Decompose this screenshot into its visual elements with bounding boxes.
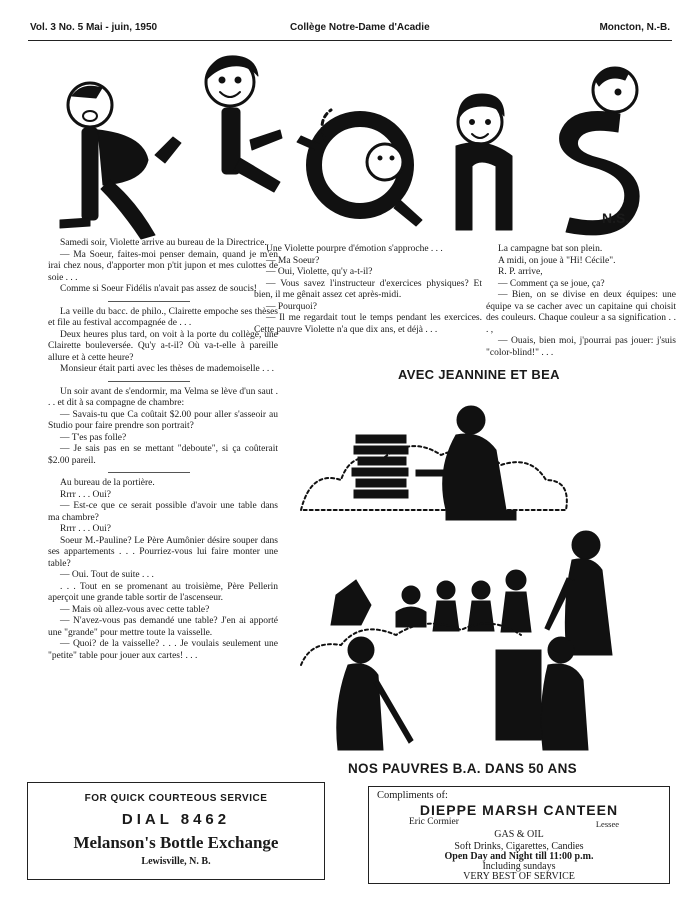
ad-address: Lewisville, N. B. bbox=[141, 856, 211, 867]
cartoon-caption-top: AVEC JEANNINE ET BEA bbox=[398, 367, 560, 382]
paragraph: — Bien, on se divise en deux équipes: une équipe va se cacher avec un capitaine qui choisit des couleurs. Chaque couleur a sa signification . . . , bbox=[486, 290, 676, 335]
paragraph: Rrrr . . . Oui? bbox=[60, 524, 111, 534]
header-rule bbox=[28, 40, 672, 41]
paragraph: — T'es pas folle? bbox=[60, 432, 127, 443]
paragraph: Samedi soir, Violette arrive au bureau de la Directrice. bbox=[60, 238, 267, 248]
article-column-3 bbox=[486, 244, 676, 359]
ad-intro: Compliments of: bbox=[377, 790, 448, 801]
paragraph: . . . Tout en se promenant au troisième, Père Pellerin aperçoit une grande table sortir de l'ascenseur. bbox=[48, 581, 278, 603]
ad-owner-role: Lessee bbox=[595, 819, 619, 829]
paragraph: — Oui, Violette, qu'y a-t-il? bbox=[266, 267, 373, 277]
paragraph: Rrrr . . . Oui? bbox=[60, 489, 111, 500]
section-divider bbox=[108, 472, 190, 473]
artist-initials: N.S. bbox=[602, 210, 630, 226]
cartoon-caption-bottom: NOS PAUVRES B.A. DANS 50 ANS bbox=[348, 761, 577, 776]
paragraph: — Ma Soeur, faites-moi penser demain, quand je m'en irai chez nous, d'apporter mon p'tit jupon et mes culottes de soie . . . bbox=[48, 249, 278, 283]
paragraph: — Oui. Tout de suite . . . bbox=[60, 570, 154, 580]
section-divider bbox=[108, 301, 190, 302]
paragraph: Deux heures plus tard, on voit à la porte du collège, une Clairette bouleversée. Qu'y a-t-il? Où va-t-elle à pareille allure et à cette heure? bbox=[48, 329, 278, 363]
paragraph: — Il me regardait tout le temps pendant les exercices. Cette pauvre Violette n'a que dix ans, et déjà . . . bbox=[254, 313, 482, 335]
ad-line: Soft Drinks, Cigarettes, Candies bbox=[454, 841, 584, 852]
page-header bbox=[30, 22, 670, 38]
article-column-2 bbox=[254, 244, 482, 336]
paragraph: — Ma Soeur? bbox=[266, 255, 320, 266]
ad-line: Open Day and Night till 11:00 p.m. bbox=[444, 851, 594, 862]
paragraph: Au bureau de la portière. bbox=[60, 478, 155, 488]
article-column-1 bbox=[48, 238, 278, 662]
paragraph: A midi, on joue à "Hi! Cécile". bbox=[498, 255, 616, 266]
ad-tagline: FOR QUICK COURTEOUS SERVICE bbox=[84, 793, 268, 804]
paragraph: Comme si Soeur Fidélis n'avait pas assez de soucis! bbox=[60, 284, 257, 294]
rions-masthead bbox=[40, 50, 680, 240]
paragraph: — Vous savez l'instructeur d'exercices physiques? Et bien, il me gênait assez cet après-midi. bbox=[254, 278, 482, 300]
paragraph: — N'avez-vous pas demandé une table? J'en ai apporté une "grande" pour mettre toute la vaisselle. bbox=[48, 616, 278, 638]
paragraph: La veille du bacc. de philo., Clairette empoche ses thèses et file au festival accompagnée de . . . bbox=[48, 306, 278, 328]
paragraph: — Ouais, bien moi, j'pourrai pas jouer: j'suis "color-blind!" . . . bbox=[486, 336, 676, 358]
section-divider bbox=[108, 381, 190, 382]
paragraph: R. P. arrive, bbox=[498, 267, 543, 277]
issue-info: Vol. 3 No. 5 Mai - juin, 1950 bbox=[30, 22, 158, 33]
ad-phone: DIAL 8462 bbox=[121, 811, 231, 828]
paragraph: — Pourquoi? bbox=[266, 301, 317, 312]
cartoon-illustration bbox=[296, 380, 681, 760]
paragraph: — Comment ça se joue, ça? bbox=[498, 278, 605, 289]
bottle-exchange-ad bbox=[27, 782, 325, 880]
ad-owner: Eric Cormier bbox=[409, 817, 459, 827]
paragraph: Une Violette pourpre d'émotion s'approche . . . bbox=[266, 244, 443, 254]
ad-business-name: Melanson's Bottle Exchange bbox=[73, 833, 279, 852]
paragraph: — Je sais pas en se mettant "deboute", si ça coûterait $2.00 pareil. bbox=[48, 444, 278, 466]
paragraph: — Est-ce que ce serait possible d'avoir une table dans ma chambre? bbox=[48, 501, 278, 523]
ad-line: Including sundays bbox=[482, 861, 556, 872]
ad-line: VERY BEST OF SERVICE bbox=[463, 871, 575, 882]
paragraph: La campagne bat son plein. bbox=[498, 244, 603, 254]
ad-business-name: DIEPPE MARSH CANTEEN bbox=[419, 802, 619, 818]
paragraph: Un soir avant de s'endormir, ma Velma se lève d'un saut . . . et dit à sa compagne de chambre: bbox=[48, 386, 278, 408]
paragraph: Monsieur était parti avec les thèses de mademoiselle . . . bbox=[60, 364, 274, 374]
school-name: Collège Notre-Dame d'Acadie bbox=[290, 22, 430, 33]
paragraph: — Savais-tu que Ca coûtait $2.00 pour aller s'asseoir au Studio pour faire prendre son portrait? bbox=[48, 409, 278, 431]
ad-line: GAS & OIL bbox=[494, 829, 544, 840]
canteen-ad bbox=[368, 786, 670, 884]
paragraph: — Mais où allez-vous avec cette table? bbox=[60, 604, 210, 615]
paragraph: — Quoi? de la vaisselle? . . . Je voulais seulement une "petite" table pour jouer aux cartes! . . . bbox=[48, 639, 278, 661]
paragraph: Soeur M.-Pauline? Le Père Aumônier désire souper dans ses appartements . . . Pourriez-vous lui faire monter une table? bbox=[48, 535, 278, 569]
location: Moncton, N.-B. bbox=[599, 22, 670, 33]
